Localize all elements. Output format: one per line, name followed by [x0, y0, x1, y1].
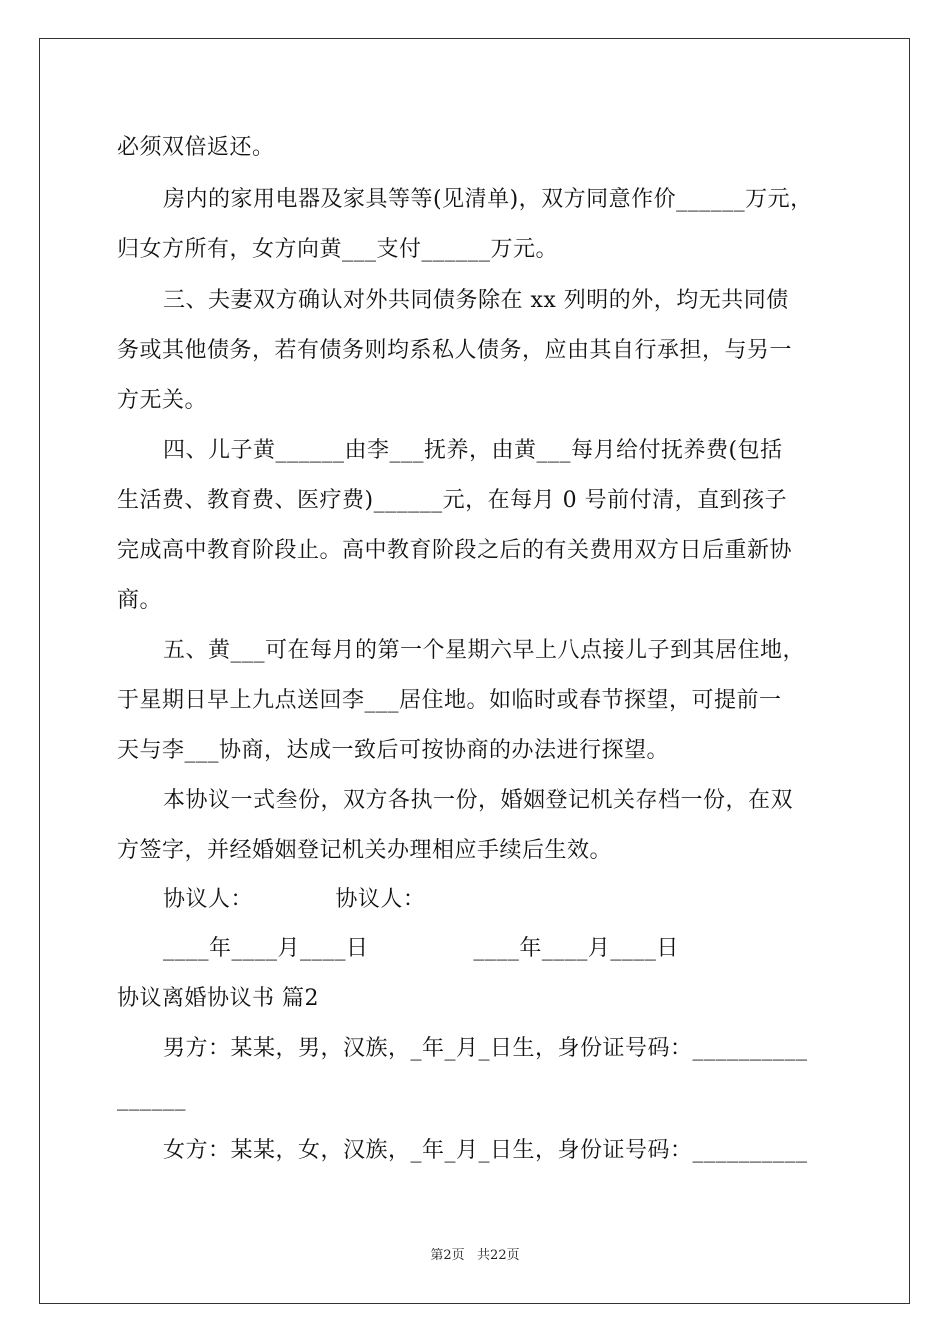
signatory-line: 协议人： 协议人： — [163, 887, 426, 912]
page-border — [39, 38, 910, 1304]
paragraph-line: 必须双倍返还。 — [117, 135, 275, 160]
section-heading: 协议离婚协议书 篇2 — [117, 986, 319, 1011]
party-line: 男方：某某，男，汉族，_年_月_日生，身份证号码：__________ — [163, 1036, 808, 1061]
paragraph-line: 天与李___协商，达成一致后可按协商的办法进行探望。 — [117, 738, 670, 763]
paragraph-line: 三、夫妻双方确认对外共同债务除在 xx 列明的外，均无共同债 — [163, 288, 789, 313]
paragraph-line: 方无关。 — [117, 388, 208, 413]
paragraph-line: 四、儿子黄______由李___抚养，由黄___每月给付抚养费(包括 — [163, 438, 783, 463]
party-line-continuation: ______ — [117, 1086, 186, 1111]
party-line: 女方：某某，女，汉族，_年_月_日生，身份证号码：__________ — [163, 1138, 808, 1163]
paragraph-line: 归女方所有，女方向黄___支付______万元。 — [117, 237, 559, 262]
paragraph-line: 务或其他债务，若有债务则均系私人债务，应由其自行承担，与另一 — [117, 338, 793, 363]
paragraph-line: 五、黄___可在每月的第一个星期六早上八点接儿子到其居住地， — [163, 638, 806, 663]
paragraph-line: 方签字，并经婚姻登记机关办理相应手续后生效。 — [117, 838, 613, 863]
paragraph-line: 于星期日早上九点送回李___居住地。如临时或春节探望，可提前一 — [117, 688, 782, 713]
page-number: 第2页 共22页 — [430, 1248, 520, 1263]
paragraph-line: 完成高中教育阶段止。高中教育阶段之后的有关费用双方日后重新协 — [117, 538, 793, 563]
paragraph-line: 生活费、教育费、医疗费)______元，在每月 0 号前付清，直到孩子 — [117, 488, 788, 513]
paragraph-line: 本协议一式叁份，双方各执一份，婚姻登记机关存档一份，在双 — [163, 788, 794, 813]
date-line: ____年____月____日 ____年____月____日 — [163, 936, 679, 961]
paragraph-line: 房内的家用电器及家具等等(见清单)，双方同意作价______万元， — [163, 187, 813, 212]
paragraph-line: 商。 — [117, 588, 163, 613]
